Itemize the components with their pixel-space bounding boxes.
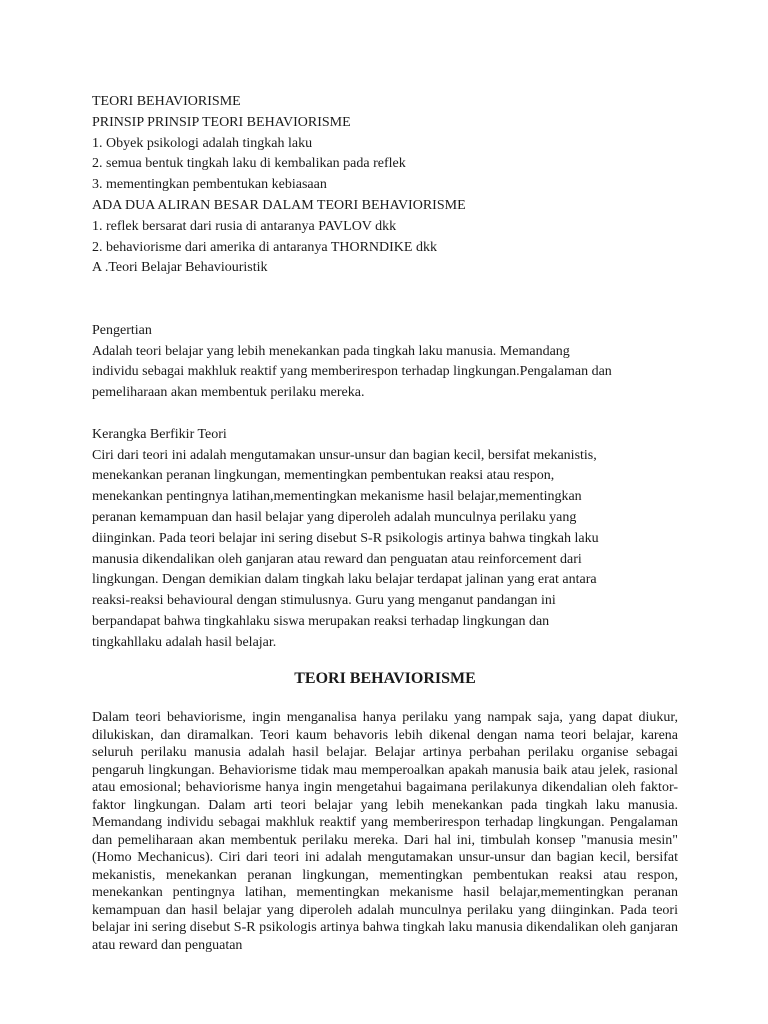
pengertian-line: individu sebagai makhluk reaktif yang memberirespon terhadap lingkungan.Pengalaman dan xyxy=(92,364,612,380)
principle-item: 2. semua bentuk tingkah laku di kembalikan pada reflek xyxy=(92,156,406,172)
pengertian-line: Adalah teori belajar yang lebih menekankan pada tingkah laku manusia. Memandang xyxy=(92,343,570,359)
spacer xyxy=(92,279,678,300)
spacer xyxy=(92,404,678,425)
school-item: 2. behaviorisme dari amerika di antaranya THORNDIKE dkk xyxy=(92,239,437,255)
pengertian-line: pemeliharaan akan membentuk perilaku mereka. xyxy=(92,385,365,401)
kerangka-line: berpandapat bahwa tingkahlaku siswa merupakan reaksi terhadap lingkungan dan xyxy=(92,613,550,629)
spacer xyxy=(92,300,678,321)
kerangka-heading: Kerangka Berfikir Teori xyxy=(92,426,227,442)
principles-heading: PRINSIP PRINSIP TEORI BEHAVIORISME xyxy=(92,114,351,130)
kerangka-line: lingkungan. Dengan demikian dalam tingkah laku belajar terdapat jalinan yang erat antara xyxy=(92,572,597,588)
kerangka-line: reaksi-reaksi behavioural dengan stimulusnya. Guru yang menganut pandangan ini xyxy=(92,593,556,609)
schools-heading: ADA DUA ALIRAN BESAR DALAM TEORI BEHAVIORISME xyxy=(92,197,466,213)
pengertian-heading: Pengertian xyxy=(92,322,152,338)
kerangka-line: tingkahllaku adalah hasil belajar. xyxy=(92,634,277,650)
principle-item: 1. Obyek psikologi adalah tingkah laku xyxy=(92,135,313,151)
kerangka-line: manusia dikendalikan oleh ganjaran atau reward dan penguatan atau reinforcement dari xyxy=(92,551,582,567)
kerangka-line: menekankan pentingnya latihan,mementingkan mekanisme hasil belajar,mementingkan xyxy=(92,489,582,505)
section-paragraph: Dalam teori behaviorisme, ingin menganalisa hanya perilaku yang nampak saja, yang dapat diukur, dilukiskan, dan diramalkan. Teori kaum behavoris lebih dikenal dengan nama teori belajar, karena seluruh perilaku manusia adalah hasil belajar. Belajar artinya perbahan perilaku organise sebagai pengaruh lingkungan. Behaviorisme tidak mau memperoalkan apakah manusia baik atau jelek, rasional atau emosional; behaviorisme hanya ingin mengetahui bagaimana perilakunya dikendalian oleh faktor-faktor lingkungan. Dalam arti teori belajar yang lebih menekankan pada tingkah laku manusia. Memandang individu sebagai makhluk reaktif yang memberirespon terhadap lingkungan. Pengalaman dan pemeliharaan akan membentuk perilaku mereka. Dari hal ini, timbulah konsep "manusia mesin" (Homo Mechanicus). Ciri dari teori ini adalah mengutamakan unsur-unsur dan bagian kecil, bersifat mekanistis, menekankan peranan lingkungan, mementingkan pembentukan reaksi atau respon, menekankan pentingnya latihan, mementingkan mekanisme hasil belajar,mementingkan peranan kemampuan dan hasil belajar yang diperoleh adalah munculnya perilaku yang diinginkan. Pada teori belajar ini sering disebut S-R psikologis artinya bahwa tingkah laku manusia dikendalikan oleh ganjaran atau reward dan penguatan xyxy=(92,710,678,953)
document-body xyxy=(92,92,678,654)
section-title: TEORI BEHAVIORISME xyxy=(294,670,476,687)
kerangka-line: Ciri dari teori ini adalah mengutamakan unsur-unsur dan bagian kecil, bersifat mekanistis, xyxy=(92,447,597,463)
kerangka-line: peranan kemampuan dan hasil belajar yang diperoleh adalah munculnya perilaku yang xyxy=(92,509,577,525)
kerangka-line: menekankan peranan lingkungan, mementingkan pembentukan reaksi atau respon, xyxy=(92,468,555,484)
kerangka-line: diinginkan. Pada teori belajar ini sering disebut S-R psikologis artinya bahwa tingkah laku xyxy=(92,530,599,546)
subsection-heading: A .Teori Belajar Behaviouristik xyxy=(92,260,268,276)
doc-title: TEORI BEHAVIORISME xyxy=(92,94,241,109)
school-item: 1. reflek bersarat dari rusia di antaranya PAVLOV dkk xyxy=(92,218,397,234)
principle-item: 3. mementingkan pembentukan kebiasaan xyxy=(92,177,327,193)
